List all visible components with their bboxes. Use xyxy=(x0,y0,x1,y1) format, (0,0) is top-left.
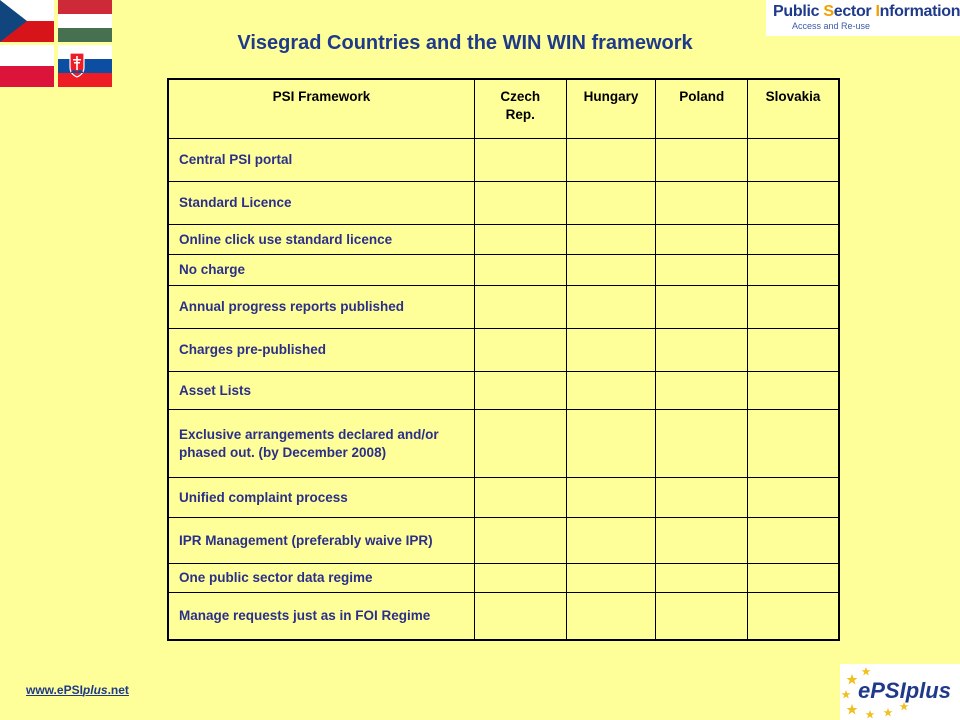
table-row xyxy=(168,225,839,255)
cell-hungary xyxy=(566,478,656,518)
cell-slovakia xyxy=(748,329,839,372)
table-row xyxy=(168,478,839,518)
table-row xyxy=(168,329,839,372)
cell-slovakia xyxy=(748,225,839,255)
cell-poland xyxy=(656,478,748,518)
table-row xyxy=(168,182,839,225)
table-row xyxy=(168,410,839,478)
cell-poland xyxy=(656,410,748,478)
psi-framework-table xyxy=(167,78,840,641)
row-label: Online click use standard licence xyxy=(168,225,474,255)
cell-slovakia xyxy=(748,255,839,286)
cell-hungary xyxy=(566,518,656,564)
cell-hungary xyxy=(566,593,656,640)
row-label: Charges pre-published xyxy=(168,329,474,372)
cell-hungary xyxy=(566,286,656,329)
epsiplus-website-link[interactable]: www.ePSIplus.net xyxy=(26,683,129,697)
epsiplus-logo xyxy=(840,664,960,720)
epsiplus-logo-text: ePSIplus xyxy=(858,678,951,703)
row-label: Manage requests just as in FOI Regime xyxy=(168,593,474,640)
row-label: Central PSI portal xyxy=(168,139,474,182)
cell-hungary xyxy=(566,139,656,182)
cell-poland xyxy=(656,225,748,255)
cell-slovakia xyxy=(748,564,839,593)
cell-poland xyxy=(656,182,748,225)
cell-czech xyxy=(474,478,566,518)
row-label: One public sector data regime xyxy=(168,564,474,593)
cell-slovakia xyxy=(748,182,839,225)
cell-slovakia xyxy=(748,478,839,518)
cell-slovakia xyxy=(748,372,839,410)
cell-hungary xyxy=(566,410,656,478)
row-label: Unified complaint process xyxy=(168,478,474,518)
cell-hungary xyxy=(566,329,656,372)
cell-czech xyxy=(474,255,566,286)
cell-slovakia xyxy=(748,139,839,182)
column-header-psi-framework: PSI Framework xyxy=(168,79,474,139)
cell-poland xyxy=(656,139,748,182)
table-row xyxy=(168,564,839,593)
slide-title: Visegrad Countries and the WIN WIN framework xyxy=(237,32,693,54)
cell-czech xyxy=(474,225,566,255)
row-label: Annual progress reports published xyxy=(168,286,474,329)
table-row xyxy=(168,593,839,640)
cell-czech xyxy=(474,372,566,410)
logo-title: Public Sector Information xyxy=(773,3,960,20)
cell-hungary xyxy=(566,372,656,410)
column-header-hungary: Hungary xyxy=(566,79,656,139)
cell-poland xyxy=(656,372,748,410)
column-header-czech-rep: Czech Rep. xyxy=(474,79,566,139)
cell-czech xyxy=(474,593,566,640)
row-label: IPR Management (preferably waive IPR) xyxy=(168,518,474,564)
row-label: Standard Licence xyxy=(168,182,474,225)
cell-poland xyxy=(656,255,748,286)
cell-czech xyxy=(474,286,566,329)
public-sector-information-logo xyxy=(766,0,960,36)
table-row xyxy=(168,255,839,286)
row-label: No charge xyxy=(168,255,474,286)
cell-czech xyxy=(474,329,566,372)
cell-poland xyxy=(656,564,748,593)
cell-hungary xyxy=(566,255,656,286)
table-header-row xyxy=(168,79,839,139)
table-row xyxy=(168,139,839,182)
cell-poland xyxy=(656,286,748,329)
cell-slovakia xyxy=(748,286,839,329)
cell-poland xyxy=(656,593,748,640)
column-header-poland: Poland xyxy=(656,79,748,139)
column-header-slovakia: Slovakia xyxy=(748,79,839,139)
logo-subtitle: Access and Re-use xyxy=(792,21,871,31)
cell-slovakia xyxy=(748,410,839,478)
cell-hungary xyxy=(566,182,656,225)
cell-czech xyxy=(474,182,566,225)
cell-czech xyxy=(474,518,566,564)
cell-poland xyxy=(656,518,748,564)
table-row xyxy=(168,518,839,564)
cell-czech xyxy=(474,139,566,182)
row-label: Asset Lists xyxy=(168,372,474,410)
row-label: Exclusive arrangements declared and/or phased out. (by December 2008) xyxy=(168,410,474,478)
cell-czech xyxy=(474,564,566,593)
cell-hungary xyxy=(566,564,656,593)
cell-slovakia xyxy=(748,518,839,564)
cell-poland xyxy=(656,329,748,372)
cell-hungary xyxy=(566,225,656,255)
table-row xyxy=(168,286,839,329)
table-row xyxy=(168,372,839,410)
cell-czech xyxy=(474,410,566,478)
cell-slovakia xyxy=(748,593,839,640)
